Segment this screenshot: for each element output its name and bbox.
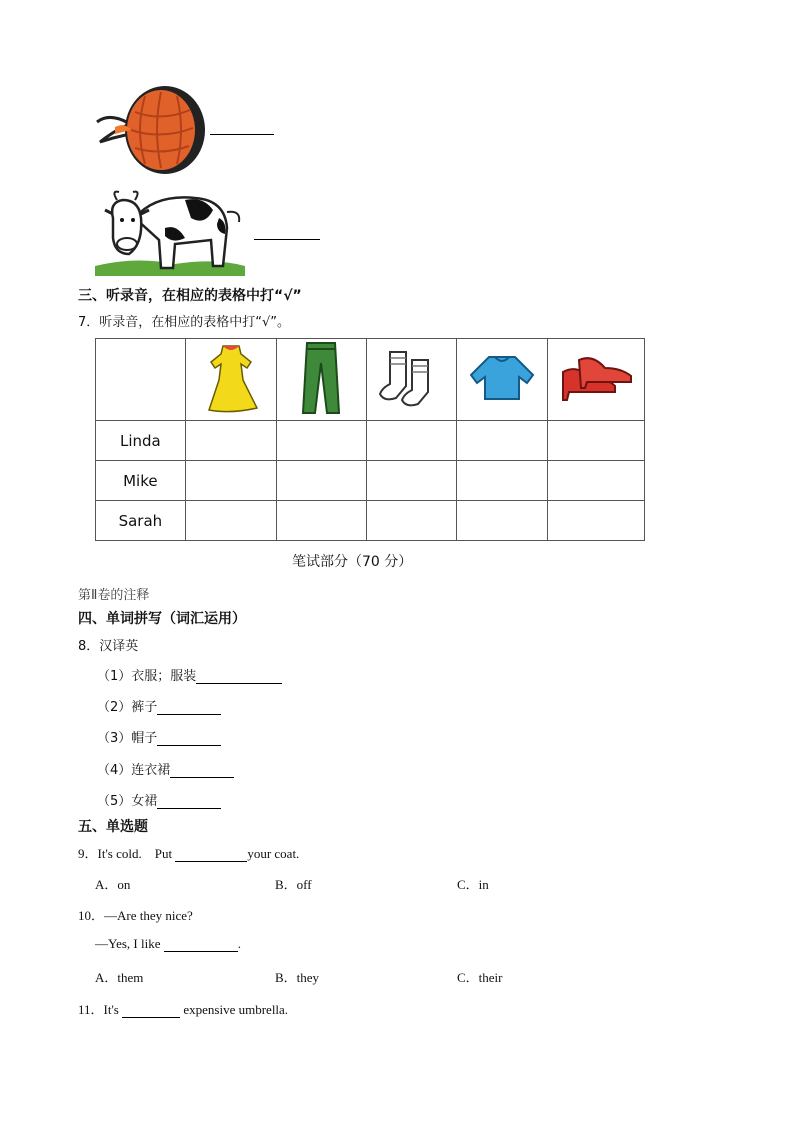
answer-cell[interactable]: [548, 461, 645, 501]
answer-cell[interactable]: [457, 461, 548, 501]
question-10-line1: 10．—Are they nice?: [78, 908, 193, 923]
item-1: [97, 665, 282, 684]
item-4: [97, 759, 234, 778]
item-label: （3）帽子: [97, 731, 158, 746]
answer-cell[interactable]: [185, 421, 276, 461]
section3-title: 三、听录音，在相应的表格中打“√”: [78, 288, 302, 304]
column-sweater: [457, 339, 548, 421]
section5-title: 五、单选题: [78, 819, 148, 835]
item-blank[interactable]: [196, 669, 282, 684]
row-name-cell: Linda: [96, 421, 186, 461]
item-blank[interactable]: [170, 763, 234, 778]
volume2-note: 第Ⅱ卷的注释: [78, 588, 150, 603]
question-11: [78, 999, 288, 1018]
question-11-suffix: expensive umbrella.: [183, 1002, 289, 1017]
onion-picture: [95, 82, 210, 177]
item-blank[interactable]: [157, 731, 221, 746]
answer-cell[interactable]: [185, 461, 276, 501]
item-label: （5）女裙: [97, 794, 158, 809]
socks-icon: [376, 348, 446, 408]
item-label: （1）衣服；服装: [97, 669, 197, 684]
question-8: 8．汉译英: [78, 639, 139, 654]
item-blank[interactable]: [157, 700, 221, 715]
question-11-prefix: 11．It's: [78, 1002, 119, 1017]
question-10-line2: [95, 936, 241, 952]
item-5: [97, 790, 221, 809]
item-2: [97, 696, 221, 715]
trousers-icon: [299, 341, 343, 415]
answer-cell[interactable]: [548, 501, 645, 541]
answer-cell[interactable]: [276, 421, 366, 461]
answer-cell[interactable]: [366, 461, 456, 501]
q9-option-b[interactable]: B．off: [275, 877, 312, 892]
q10-option-b[interactable]: B．they: [275, 970, 320, 985]
dress-icon: [201, 342, 261, 414]
answer-cell[interactable]: [366, 501, 456, 541]
answer-cell[interactable]: [457, 421, 548, 461]
answer-cell[interactable]: [457, 501, 548, 541]
item-label: （2）裤子: [97, 700, 158, 715]
question-10-line2-text: —Yes, I like: [95, 936, 161, 951]
item-blank[interactable]: [157, 794, 221, 809]
shoes-icon: [557, 354, 635, 402]
question-7: 7．听录音，在相应的表格中打“√”。: [78, 315, 291, 330]
listening-table: [95, 338, 645, 541]
answer-cell[interactable]: [276, 461, 366, 501]
answer-cell[interactable]: [276, 501, 366, 541]
q9-option-a[interactable]: A．on: [95, 877, 131, 892]
item-3: [97, 727, 221, 746]
column-shoes: [548, 339, 645, 421]
section4-title: 四、单词拼写（词汇运用）: [78, 611, 246, 627]
column-trousers: [276, 339, 366, 421]
cow-answer-blank[interactable]: [254, 225, 320, 240]
item-label: （4）连衣裙: [97, 763, 171, 778]
q10-option-c[interactable]: C．their: [457, 970, 503, 985]
question-11-blank[interactable]: [122, 1003, 180, 1018]
question-9: [78, 843, 299, 862]
answer-cell[interactable]: [366, 421, 456, 461]
question-9-blank[interactable]: [175, 847, 247, 862]
answer-cell[interactable]: [548, 421, 645, 461]
q9-option-c[interactable]: C．in: [457, 877, 489, 892]
row-name-cell: Sarah: [96, 501, 186, 541]
onion-answer-blank[interactable]: [210, 120, 274, 135]
column-socks: [366, 339, 456, 421]
written-part-heading: 笔试部分（70 分）: [292, 554, 413, 570]
question-10-end: .: [237, 936, 241, 951]
column-dress: [185, 339, 276, 421]
header-empty-cell: [96, 339, 186, 421]
q10-option-a[interactable]: A．them: [95, 970, 144, 985]
cow-picture: [95, 188, 245, 276]
sweater-icon: [467, 353, 537, 403]
answer-cell[interactable]: [185, 501, 276, 541]
question-10-blank[interactable]: [164, 937, 238, 952]
question-9-suffix: your coat.: [247, 846, 300, 861]
row-name-cell: Mike: [96, 461, 186, 501]
question-9-prefix: 9．It's cold. Put: [78, 846, 173, 861]
